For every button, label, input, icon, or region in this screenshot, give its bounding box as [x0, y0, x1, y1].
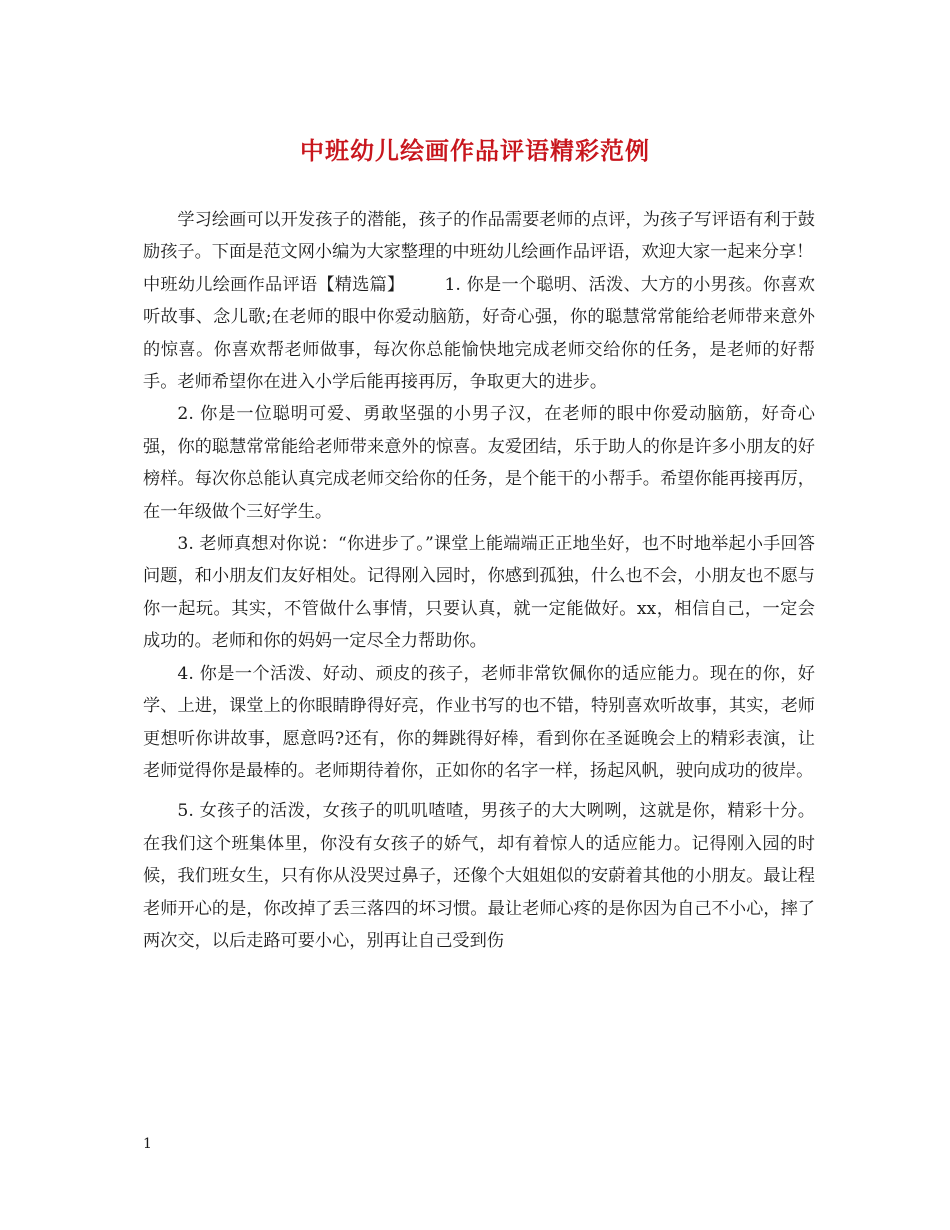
section-heading: 中班幼儿绘画作品评语【精选篇】: [143, 274, 405, 295]
document-title: 中班幼儿绘画作品评语精彩范例: [300, 136, 650, 165]
paragraph-1: [143, 269, 815, 399]
paragraph-1-text: 1. 你是一个聪明、活泼、大方的小男孩。你喜欢听故事、念儿歌;在老师的眼中你爱动脑筋，好奇心强，你的聪慧常常能给老师带来意外的惊喜。你喜欢帮老师做事，每次你总能愉快地完成老师交给你的任务，是老师的好帮手。老师希望你在进入小学后能再接再厉，争取更大的进步。: [143, 274, 815, 393]
paragraph-3: 3. 老师真想对你说：“你进步了。”课堂上能端端正正地坐好，也不时地举起小手回答问题，和小朋友们友好相处。记得刚入园时，你感到孤独，什么也不会，小朋友也不愿与你一起玩。其实，不管做什么事情，只要认真，就一定能做好。xx，相信自己，一定会成功的。老师和你的妈妈一定尽全力帮助你。: [143, 534, 815, 652]
paragraph-4: 4. 你是一个活泼、好动、顽皮的孩子，老师非常钦佩你的适应能力。现在的你，好学、上进，课堂上的你眼睛睁得好亮，作业书写的也不错，特别喜欢听故事，其实，老师更想听你讲故事，愿意吗?还有，你的舞跳得好棒，看到你在圣诞晚会上的精彩表演，让老师觉得你是最棒的。老师期待着你，正如你的名字一样，扬起风帆，驶向成功的彼岸。: [143, 663, 815, 781]
page-number: 1: [143, 1136, 152, 1152]
document-body: [143, 204, 815, 957]
paragraph-2: 2. 你是一位聪明可爱、勇敢坚强的小男子汉，在老师的眼中你爱动脑筋，好奇心强，你的聪慧常常能给老师带来意外的惊喜。友爱团结，乐于助人的你是许多小朋友的好榜样。每次你总能认真完成老师交给你的任务，是个能干的小帮手。希望你能再接再厉，在一年级做个三好学生。: [143, 404, 815, 522]
paragraph-5: 5. 女孩子的活泼，女孩子的叽叽喳喳，男孩子的大大咧咧，这就是你，精彩十分。在我们这个班集体里，你没有女孩子的娇气，却有着惊人的适应能力。记得刚入园的时候，我们班女生，只有你从没哭过鼻子，还像个大姐姐似的安蔚着其他的小朋友。最让程老师开心的是，你改掉了丢三落四的坏习惯。最让老师心疼的是你因为自己不小心，摔了两次交，以后走路可要小心，别再让自己受到伤: [143, 801, 815, 951]
intro-paragraph: 学习绘画可以开发孩子的潜能，孩子的作品需要老师的点评，为孩子写评语有利于鼓励孩子。下面是范文网小编为大家整理的中班幼儿绘画作品评语，欢迎大家一起来分享！: [143, 210, 815, 263]
